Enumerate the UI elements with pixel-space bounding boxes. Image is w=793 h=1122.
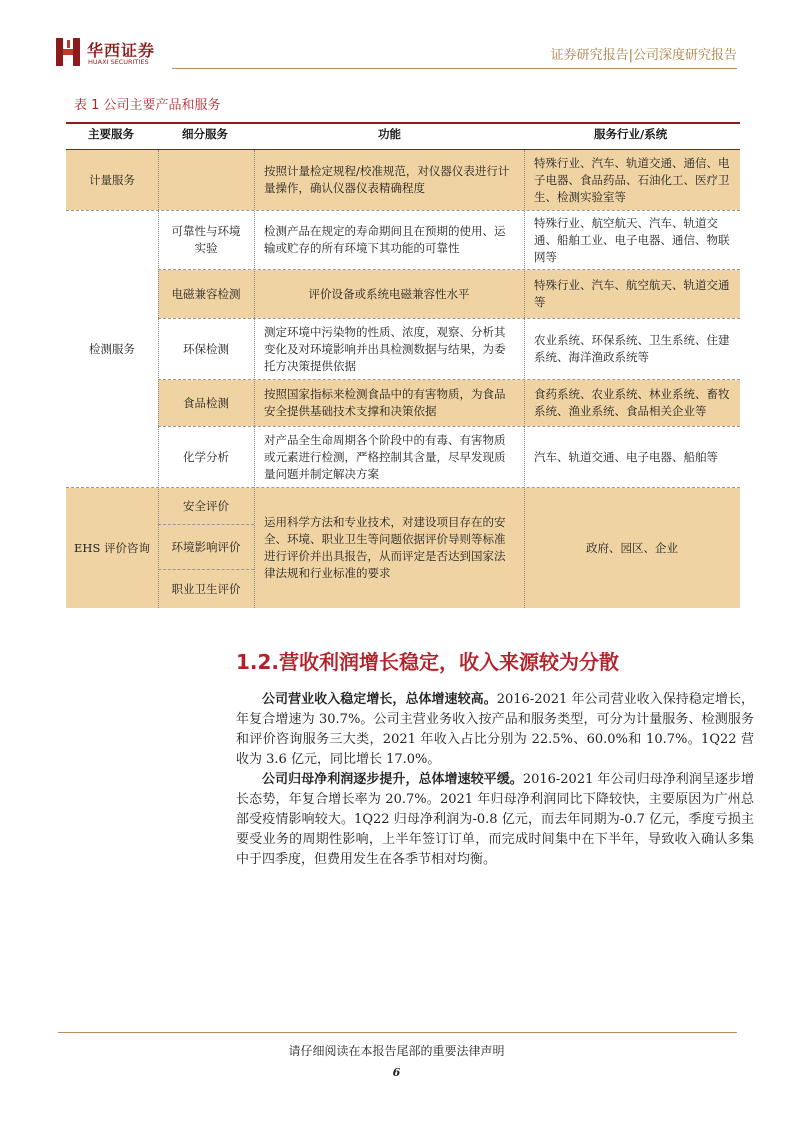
function-cell: 测定环境中污染物的性质、浓度，观察、分析其变化及对环境影响并出具检测数据与结果，为委托方决策提供依据 (264, 324, 506, 373)
paragraph-body: 2016-2021 年公司归母净利润呈逐步增长态势，年复合增长率为 20.7%。2021 年归母净利润同比下降较快，主要原因为广州总部受疫情影响较大。1Q22 归母净利润为-0.8 亿元，而去年同期为-0.7 亿元，季度亏损主要受业务的周期性影响，上半年签订订单，而完成时间集中在下半年，导致收入确认多集中于四季度，但费用发生在各季节相对均衡。 (236, 772, 754, 867)
table-header-function: 功能 (378, 127, 401, 141)
report-type-label: 证券研究报告|公司深度研究报告 (550, 48, 737, 63)
logo-chinese-name: 华西证券 (87, 41, 156, 60)
table-row (158, 380, 740, 426)
function-cell: 按照计量检定规程/校准规范，对仪器仪表进行计量操作，确认仪器仪表精确程度 (264, 164, 510, 195)
paragraph-profit (236, 770, 754, 870)
table-caption: 表 1 公司主要产品和服务 (74, 98, 221, 113)
table-row (66, 150, 740, 210)
table-row (158, 270, 740, 318)
footer-divider (58, 1032, 737, 1033)
table-header-main: 主要服务 (88, 127, 134, 141)
paragraph-lead: 公司营业收入稳定增长，总体增速较高。 (262, 692, 497, 707)
paragraph-lead: 公司归母净利润逐步提升，总体增速较平缓。 (262, 772, 523, 787)
table-row (66, 211, 740, 269)
table-header-sub: 细分服务 (182, 127, 228, 141)
column-divider (254, 150, 255, 608)
industry-cell: 政府、园区、企业 (586, 540, 678, 555)
table-top-border (66, 122, 740, 124)
sub-service-cell: 电磁兼容检测 (171, 286, 241, 301)
function-cell: 运用科学方法和专业技术，对建设项目存在的安全、环境、职业卫生等问题依据评价导则等标准进行评价并出具报告，从而评定是否达到国家法律法规和行业标准的要求 (264, 515, 506, 580)
industry-cell: 农业系统、环保系统、卫生系统、住建系统、海洋渔政系统等 (534, 333, 730, 364)
sub-service-cell: 食品检测 (183, 395, 229, 410)
industry-cell: 特殊行业、汽车、轨道交通、通信、电子电器、食品药品、石油化工、医疗卫生、检测实验室等 (534, 155, 730, 204)
function-cell: 评价设备或系统电磁兼容性水平 (308, 286, 470, 301)
huaxi-logo-icon (55, 36, 81, 68)
industry-cell: 食药系统、农业系统、林业系统、畜牧系统、渔业系统、食品相关企业等 (534, 387, 730, 418)
sub-service-cell: 化学分析 (183, 449, 229, 464)
function-cell: 对产品全生命周期各个阶段中的有毒、有害物质或元素进行检测，严格控制其含量，尽早发现质量问题并制定解决方案 (264, 432, 506, 481)
sub-service-cell: 环境影响评价 (171, 539, 241, 554)
table-row (66, 427, 740, 487)
logo-english-name: HUAXI SECURITIES (88, 58, 149, 66)
sub-service-cell: 安全评价 (183, 498, 229, 513)
paragraph-revenue (236, 690, 754, 770)
function-cell: 按照国家指标来检测食品中的有害物质，为食品安全提供基础技术支撑和决策依据 (264, 387, 506, 418)
section-title: 1.2.营收利润增长稳定，收入来源较为分散 (236, 650, 620, 674)
table-row (66, 488, 740, 608)
legal-notice: 请仔细阅读在本报告尾部的重要法律声明 (288, 1044, 505, 1058)
industry-cell: 特殊行业、航空航天、汽车、轨道交通、船舶工业、电子电器、通信、物联网等 (534, 215, 730, 264)
function-cell: 检测产品在规定的寿命期间且在预期的使用、运输或贮存的所有环境下其功能的可靠性 (264, 224, 506, 255)
sub-service-cell: 环保检测 (183, 341, 229, 356)
table-row (66, 319, 740, 379)
sub-service-cell: 可靠性与环境实验 (171, 224, 241, 255)
header-divider (172, 68, 737, 69)
industry-cell: 特殊行业、汽车、航空航天、轨道交通等 (534, 278, 730, 309)
sub-service-cell: 职业卫生评价 (171, 581, 241, 596)
main-service-cell: 计量服务 (89, 172, 135, 187)
table-header-industry: 服务行业/系统 (594, 127, 668, 141)
industry-cell: 汽车、轨道交通、电子电器、船舶等 (534, 449, 718, 464)
main-service-cell: EHS 评价咨询 (74, 540, 150, 555)
paragraph-body: 2016-2021 年公司营业收入保持稳定增长，年复合增速为 30.7%。公司主营业务收入按产品和服务类型，可分为计量服务、检测服务和评价咨询服务三大类，2021 年收入占比分别为 22.5%、60.0%和 10.7%。1Q22 营收为 3.6 亿元，同比增长 17.0%。 (236, 692, 754, 767)
brand-logo (55, 36, 165, 70)
column-divider (158, 150, 159, 608)
column-divider (524, 150, 525, 608)
main-service-cell: 检测服务 (89, 341, 135, 356)
page-number: 6 (392, 1066, 401, 1079)
